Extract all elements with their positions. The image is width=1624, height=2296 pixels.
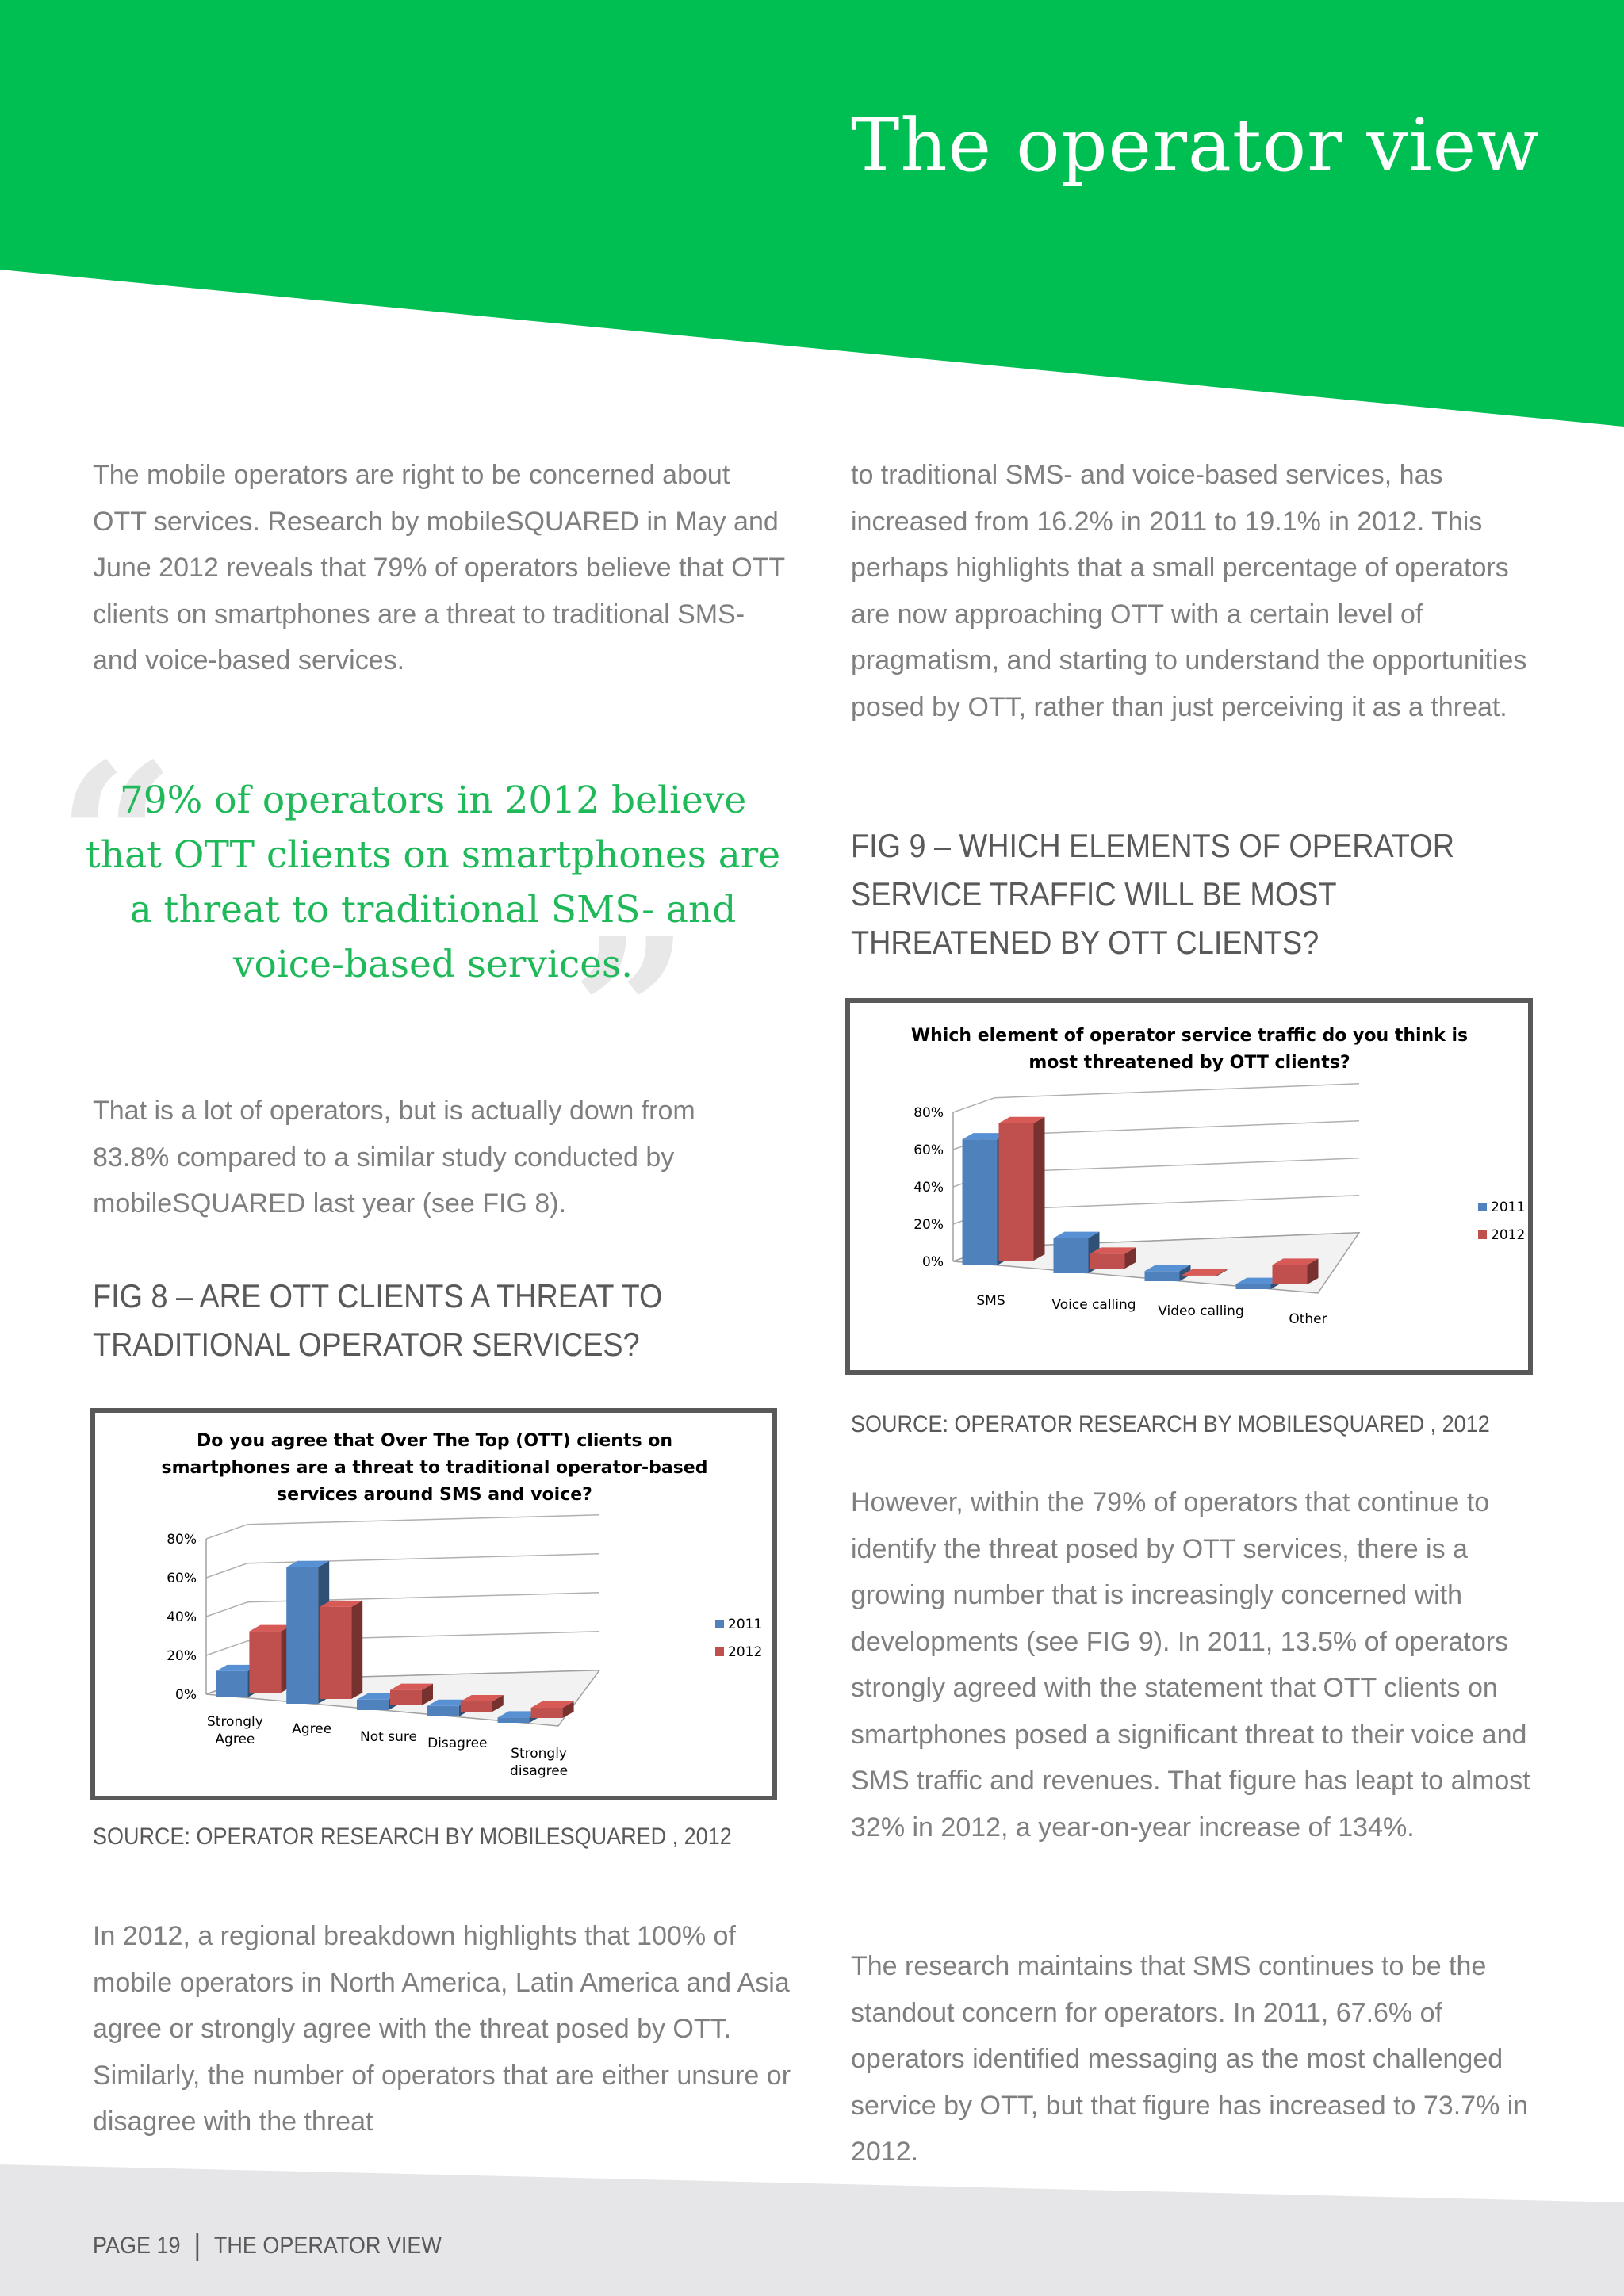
chart-legend-swatch — [715, 1620, 724, 1628]
chart-bar-side-2012 — [351, 1601, 362, 1699]
chart-x-tick-label: Agree — [292, 1721, 332, 1737]
chart-title-line: Do you agree that Over The Top (OTT) clients on — [196, 1431, 673, 1451]
chart-x-tick-label: Strongly — [206, 1714, 263, 1730]
chart-gridline-side — [206, 1641, 247, 1655]
chart-y-tick-label: 40% — [914, 1180, 944, 1196]
chart-y-tick-label: 0% — [922, 1254, 944, 1270]
footer-separator — [196, 2233, 198, 2261]
chart-bar-2011 — [357, 1700, 389, 1710]
chart-bar-2012 — [999, 1123, 1034, 1261]
chart-legend-label: 2012 — [728, 1644, 763, 1660]
footer-band — [0, 2164, 1624, 2296]
body-paragraph-3: In 2012, a regional breakdown highlights that 100% of mobile operators in North America, Latin America and Asia agree or strongly agree with the threat posed by OTT. Similarly, the number of operators that are either unsure or disagree with the threat — [93, 1921, 791, 2137]
chart-title-line: smartphones are a threat to traditional operator-based — [161, 1458, 708, 1478]
chart-bar-2012 — [1273, 1265, 1308, 1284]
chart-bar-side-2012 — [1034, 1117, 1045, 1261]
chart-x-tick-label: Other — [1289, 1311, 1327, 1327]
fig9-source: SOURCE: OPERATOR RESEARCH BY MOBILESQUARED , 2012 — [851, 1411, 1490, 1437]
chart-x-tick-label: Agree — [215, 1732, 255, 1747]
fig8-source: SOURCE: OPERATOR RESEARCH BY MOBILESQUARED , 2012 — [93, 1823, 732, 1850]
chart-x-tick-label: Video calling — [1158, 1303, 1244, 1319]
chart-bar-2011 — [1054, 1238, 1089, 1273]
fig9-chart-svg — [850, 1003, 1528, 1370]
chart-gridline-side — [206, 1602, 247, 1617]
chart-gridline — [994, 1084, 1359, 1098]
open-quote-icon: “ — [57, 719, 176, 961]
chart-title-line: most threatened by OTT clients? — [1028, 1053, 1350, 1073]
fig9-heading: FIG 9 – WHICH ELEMENTS OF OPERATOR SERVICE TRAFFIC WILL BE MOST THREATENED BY OTT CLIENTS? — [851, 827, 1455, 961]
chart-gridline-side — [206, 1563, 247, 1578]
chart-bar-2012 — [1090, 1253, 1125, 1269]
chart-title-line: Which element of operator service traffic do you think is — [910, 1026, 1469, 1046]
intro-paragraph: The mobile operators are right to be concerned about OTT services. Research by mobileSQUARED in May and June 2012 reveals that 79% of operators believe that OTT clients on smartphones are a threat to traditional SMS- and voice-based services. — [93, 460, 785, 675]
chart-x-tick-label: Strongly — [511, 1746, 568, 1762]
right-paragraph-3: The research maintains that SMS continues to be the standout concern for operators. In 2011, 67.6% of operators identified messaging as the most challenged service by OTT, but that figure has increased to 73.7% in 2012. — [851, 1951, 1529, 2167]
chart-bar-2011 — [1145, 1271, 1180, 1281]
chart-x-tick-label: Voice calling — [1051, 1297, 1136, 1313]
fig8-chart-svg — [95, 1413, 772, 1796]
chart-bar-2011 — [963, 1139, 998, 1265]
chart-legend-swatch — [715, 1647, 724, 1656]
chart-x-tick-label: disagree — [510, 1763, 569, 1779]
chart-bar-2011 — [1236, 1284, 1271, 1289]
close-quote-icon: ” — [571, 894, 690, 1135]
chart-bar-2012 — [531, 1708, 563, 1718]
chart-legend-swatch — [1478, 1203, 1487, 1211]
footer — [93, 2233, 442, 2261]
chart-bar-2012 — [390, 1690, 422, 1705]
chart-y-tick-label: 80% — [914, 1105, 944, 1121]
chart-y-tick-label: 20% — [914, 1217, 944, 1233]
chart-y-tick-label: 60% — [914, 1142, 944, 1158]
chart-gridline — [994, 1196, 1359, 1210]
chart-gridline — [994, 1158, 1359, 1173]
header-banner — [0, 0, 1624, 428]
chart-gridline — [994, 1121, 1359, 1135]
chart-bar-2012 — [249, 1632, 281, 1693]
fig8-chart — [90, 1408, 777, 1800]
chart-legend-label: 2012 — [1491, 1227, 1526, 1243]
chart-y-tick-label: 0% — [175, 1687, 197, 1703]
chart-title-line: services around SMS and voice? — [277, 1485, 592, 1505]
chart-y-tick-label: 40% — [167, 1609, 197, 1625]
chart-gridline-side — [953, 1098, 994, 1112]
fig8-heading: FIG 8 – ARE OTT CLIENTS A THREAT TO TRADITIONAL OPERATOR SERVICES? — [93, 1277, 663, 1363]
page-title: The operator view — [850, 103, 1540, 188]
footer-section-label: THE OPERATOR VIEW — [213, 2233, 442, 2259]
chart-y-tick-label: 60% — [167, 1571, 197, 1586]
chart-y-tick-label: 80% — [167, 1532, 197, 1548]
chart-x-tick-label: SMS — [976, 1293, 1005, 1309]
chart-gridline-side — [206, 1525, 247, 1539]
footer-band-shape — [0, 2164, 1624, 2296]
chart-bar-2011 — [216, 1671, 247, 1697]
footer-page-number: PAGE 19 — [93, 2233, 181, 2259]
right-paragraph-1: to traditional SMS- and voice-based services, has increased from 16.2% in 2011 to 19.1% in 2012. This perhaps highlights that a small percentage of operators are now approaching OTT with a certain level of pragmatism, and starting to understand the opportunities posed by OTT, rather than just perceiving it as a threat. — [851, 460, 1527, 722]
chart-y-tick-label: 20% — [167, 1648, 197, 1664]
chart-gridline — [247, 1515, 599, 1525]
fig9-chart — [845, 998, 1533, 1375]
chart-legend-label: 2011 — [728, 1617, 763, 1632]
header-banner-shape — [0, 0, 1624, 427]
body-paragraph-2: That is a lot of operators, but is actually down from 83.8% compared to a similar study conducted by mobileSQUARED last year (see FIG 8). — [93, 1096, 695, 1219]
right-paragraph-2: However, within the 79% of operators that continue to identify the threat posed by OTT services, there is a growing number that is increasingly concerned with developments (see FIG 9). In 2011, 13.5% of operators strongly agreed with the statement that OTT clients on smartphones posed a significant threat to their voice and SMS traffic and revenues. That figure has leapt to almost 32% in 2012, a year-on-year increase of 134%. — [851, 1487, 1530, 1843]
chart-legend-label: 2011 — [1491, 1200, 1526, 1215]
chart-bar-2012 — [320, 1607, 351, 1699]
chart-bar-2012 — [461, 1701, 492, 1712]
chart-x-tick-label: Not sure — [360, 1729, 417, 1745]
chart-x-tick-label: Disagree — [427, 1735, 488, 1751]
chart-bar-2011 — [498, 1717, 530, 1723]
chart-bar-2011 — [286, 1567, 318, 1704]
chart-bar-2011 — [427, 1706, 459, 1716]
chart-legend-swatch — [1478, 1230, 1487, 1239]
pull-quote: 79% of operators in 2012 believe that OTT clients on smartphones are a threat to traditional SMS- and voice-based services. — [85, 779, 781, 986]
